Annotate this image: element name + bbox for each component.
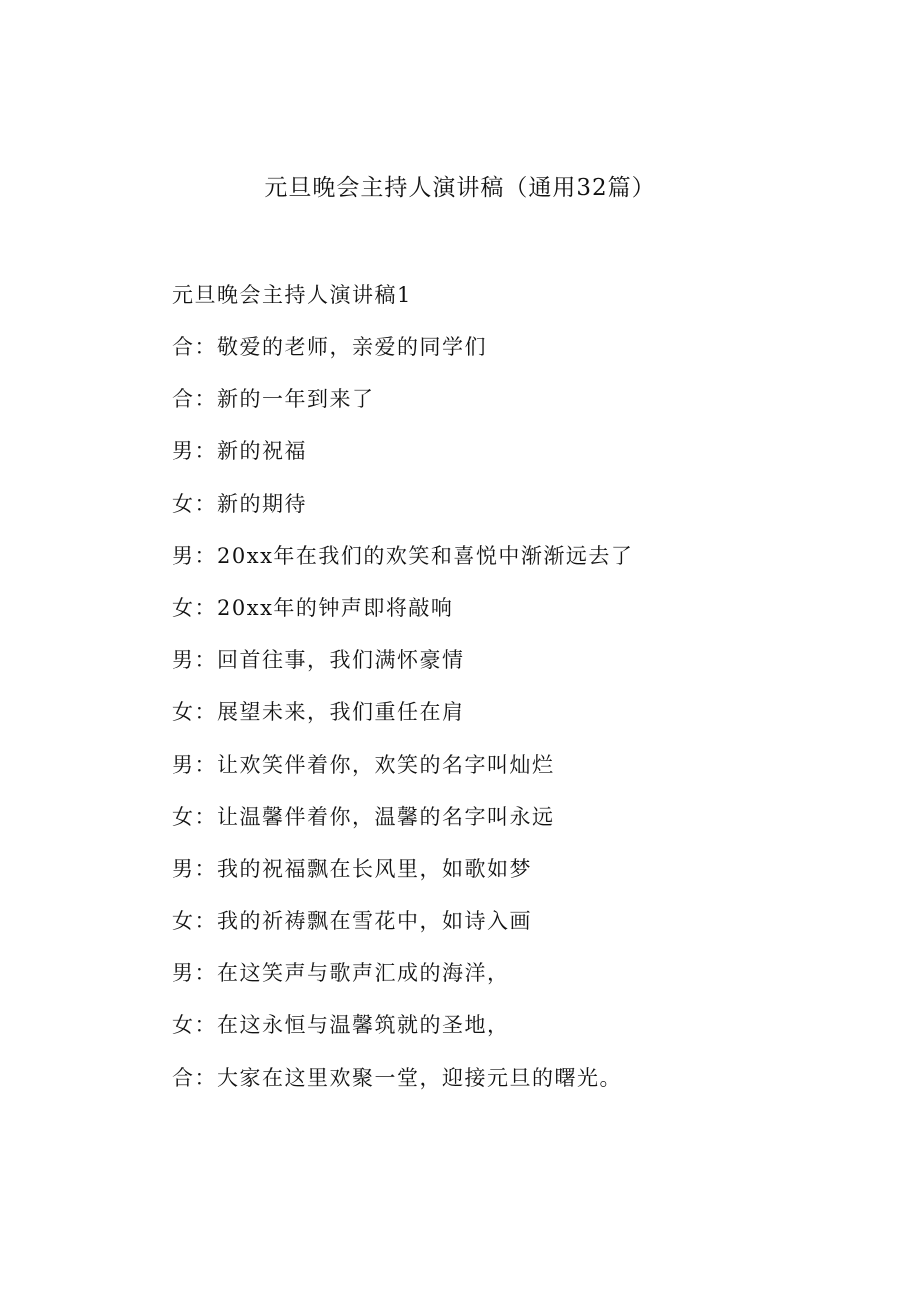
speaker-label: 男： <box>172 752 217 777</box>
speaker-label: 女： <box>172 595 217 620</box>
line-text: 新的一年到来了 <box>217 387 375 412</box>
speaker-label: 男： <box>172 543 217 568</box>
dialogue-line <box>172 905 812 957</box>
speaker-label: 女： <box>172 491 217 516</box>
line-text: 让温馨伴着你，温馨的名字叫永远 <box>217 804 555 829</box>
dialogue-line <box>172 749 812 801</box>
document-title: 元旦晚会主持人演讲稿（通用32篇） <box>264 175 656 201</box>
dialogue-line <box>172 853 812 905</box>
line-text: 20xx年在我们的欢笑和喜悦中渐渐远去了 <box>217 543 634 568</box>
speaker-label: 女： <box>172 1013 217 1038</box>
speaker-label: 男： <box>172 648 217 673</box>
line-text: 敬爱的老师，亲爱的同学们 <box>217 335 487 359</box>
speaker-label: 合： <box>172 1065 217 1090</box>
dialogue-line <box>172 957 812 1009</box>
line-text: 新的期待 <box>217 491 307 516</box>
line-text: 让欢笑伴着你，欢笑的名字叫灿烂 <box>217 752 555 777</box>
speaker-label: 合： <box>172 387 217 412</box>
dialogue-line <box>172 488 812 540</box>
line-text: 在这永恒与温馨筑就的圣地， <box>217 1013 510 1038</box>
line-text: 大家在这里欢聚一堂，迎接元旦的曙光。 <box>217 1065 622 1090</box>
speaker-label: 合： <box>172 335 217 359</box>
dialogue-line <box>172 644 812 696</box>
speaker-label: 女： <box>172 700 217 725</box>
line-text: 在这笑声与歌声汇成的海洋， <box>217 961 510 986</box>
dialogue-line <box>172 435 812 487</box>
dialogue-line <box>172 540 812 592</box>
dialogue-line <box>172 1009 812 1061</box>
line-text: 我的祈祷飘在雪花中，如诗入画 <box>217 909 532 934</box>
dialogue-line <box>172 383 812 435</box>
section-heading: 元旦晚会主持人演讲稿1 <box>172 283 412 307</box>
speaker-label: 男： <box>172 439 217 464</box>
dialogue-line <box>172 801 812 853</box>
dialogue-line <box>172 1062 812 1114</box>
speaker-label: 女： <box>172 804 217 829</box>
dialogue-line <box>172 331 812 383</box>
dialogue-list <box>172 331 812 1114</box>
dialogue-line <box>172 696 812 748</box>
line-text: 回首往事，我们满怀豪情 <box>217 648 465 673</box>
line-text: 新的祝福 <box>217 439 307 464</box>
line-text: 我的祝福飘在长风里，如歌如梦 <box>217 856 532 881</box>
line-text: 展望未来，我们重任在肩 <box>217 700 465 725</box>
document-body <box>172 279 812 1114</box>
speaker-label: 男： <box>172 961 217 986</box>
speaker-label: 男： <box>172 856 217 881</box>
line-text: 20xx年的钟声即将敲响 <box>217 595 454 620</box>
dialogue-line <box>172 592 812 644</box>
speaker-label: 女： <box>172 909 217 934</box>
